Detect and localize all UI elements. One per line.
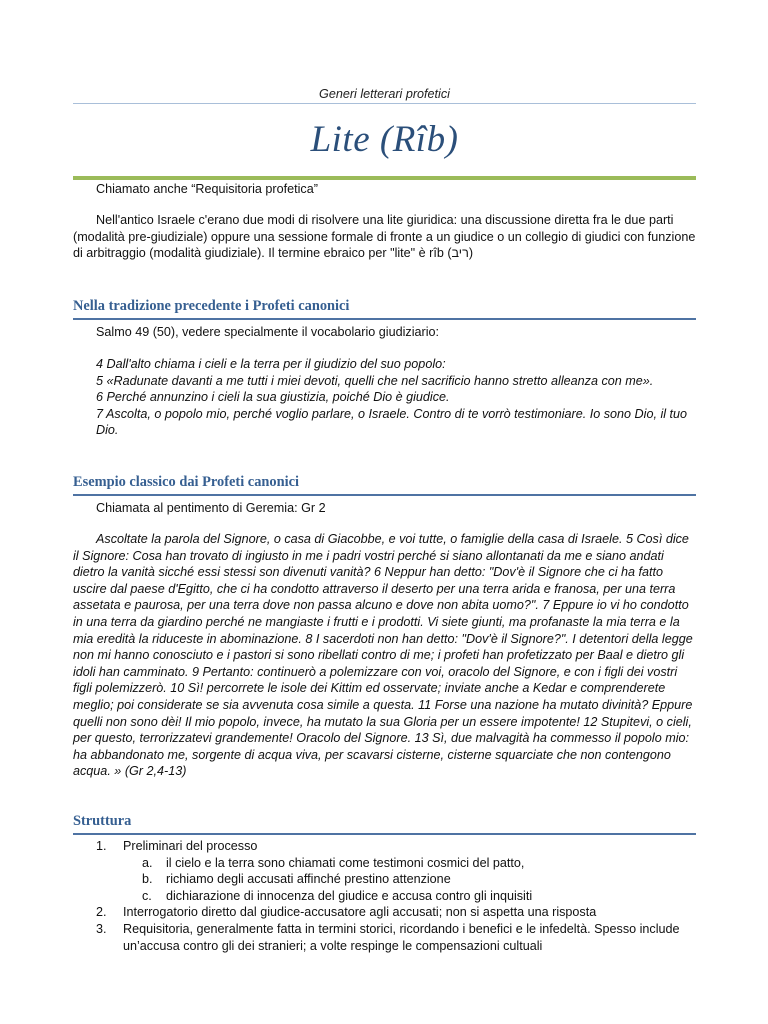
psalm-verse: 6 Perché annunzino i cieli la sua giustizia, poiché Dio è giudice. <box>96 390 450 405</box>
section2-lead: Chiamata al pentimento di Geremia: Gr 2 <box>96 501 326 515</box>
section1-lead: Salmo 49 (50), vedere specialmente il vocabolario giudiziario: <box>96 325 440 339</box>
sub-list-text: richiamo degli accusati affinché prestino attenzione <box>166 872 451 887</box>
list-item-text: Preliminari del processo <box>123 839 258 853</box>
section-heading-structure: Struttura <box>73 813 696 835</box>
list-item <box>73 904 696 921</box>
structure-list <box>73 838 696 954</box>
section-heading-tradition: Nella tradizione precedente i Profeti canonici <box>73 298 696 320</box>
list-item-text: Requisitoria, generalmente fatta in termini storici, ricordando i benefici e le infedeltà. Spesso include un’accusa contro gli dei stranieri; a volte respinge le compensazioni cultuali <box>123 921 680 953</box>
section-heading-classic-example: Esempio classico dai Profeti canonici <box>73 474 696 496</box>
psalm-verse: 4 Dall'alto chiama i cieli e la terra per il giudizio del suo popolo: <box>96 357 446 371</box>
list-number: 1. <box>96 839 107 853</box>
sub-list-letter: a. <box>142 855 153 870</box>
psalm-verses <box>96 356 696 439</box>
running-header: Generi letterari profetici <box>73 86 696 104</box>
list-number: 3. <box>96 921 107 936</box>
list-item <box>73 838 696 855</box>
jeremiah-quote: Ascoltate la parola del Signore, o casa di Giacobbe, e voi tutte, o famiglie della casa di Israele. 5 Così dice il Signore: Cosa han trovato di ingiusto in me i padri vostri perché si siano allontanati da me e siano andati dietro la vanità sicché essi stessi son divenuti vanità? 6 Neppur han detto: "Dov'è il Signore che ci ha fatto uscire dal paese d'Egitto, che ci ha condotto attraverso il deserto per una terra arida e franosa, per una terra assetata e paurosa, per una terra dove non passa alcuno e dove non abita uomo?". 7 Eppure io vi ho condotto in una terra da giardino perché ne mangiaste i frutti e i prodotti. Vi siete giunti, ma profanaste la mia terra e la mia eredità la riduceste in abominazione. 8 I sacerdoti non han detto: "Dov'è il Signore?". I detentori della legge non mi hanno conosciuto e i pastori si sono ribellati contro di me; i profeti han profetizzato per Baal e dietro gli idoli han camminato. 9 Pertanto: continuerò a polemizzare con voi, oracolo del Signore, e con i figli dei vostri figli polemizzerò. 10 Sì! percorrete le isole dei Kittim ed osservate; inviate anche a Kedar e comprenderete meglio; poi considerate se sia avvenuta cosa simile a questa. 11 Forse una nazione ha mutato divinità? Eppure quelli non sono dèi! Il mio popolo, invece, ha mutato la sua Gloria per un essere impotente! 12 Stupitevi, o cieli, per questo, terrorizzatevi grandemente! Oracolo del Signore. 13 Sì, due malvagità ha commesso il popolo mio: ha abbandonato me, sorgente di acqua viva, per scavarsi cisterne, cisterne squarciate che non contengono acqua. » (Gr 2,4-13) <box>73 532 693 779</box>
list-item <box>73 921 696 954</box>
sub-list-text: il cielo e la terra sono chiamati come testimoni cosmici del patto, <box>166 855 525 870</box>
title-rule <box>73 176 696 180</box>
sub-list-letter: b. <box>142 872 153 887</box>
sub-list-item <box>73 888 696 905</box>
sub-list-item <box>73 871 696 888</box>
page-title: Lite (Rîb) <box>310 119 459 160</box>
sub-list-text: dichiarazione di innocenza del giudice e accusa contro gli inquisiti <box>166 888 533 903</box>
psalm-verse: 5 «Radunate davanti a me tutti i miei devoti, quelli che nel sacrificio hanno stretto alleanza con me». <box>96 373 654 388</box>
sub-list-item <box>73 855 696 872</box>
psalm-verse: 7 Ascolta, o popolo mio, perché voglio parlare, o Israele. Contro di te vorrò testimoniare. Io sono Dio, il tuo Dio. <box>96 406 688 438</box>
intro-subtitle: Chiamato anche “Requisitoria profetica” <box>96 182 318 196</box>
list-item-text: Interrogatorio diretto dal giudice-accusatore agli accusati; non si aspetta una risposta <box>123 905 597 920</box>
intro-paragraph: Nell'antico Israele c'erano due modi di risolvere una lite giuridica: una discussione diretta fra le due parti (modalità pre-giudiziale) oppure una sessione formale di fronte a un giudice o un collegio di giudici con funzione di arbitraggio (modalità giudiziale). Il termine ebraico per "lite" è rîb (ריב) <box>73 213 696 261</box>
list-number: 2. <box>96 905 107 920</box>
sub-list-letter: c. <box>142 888 152 903</box>
